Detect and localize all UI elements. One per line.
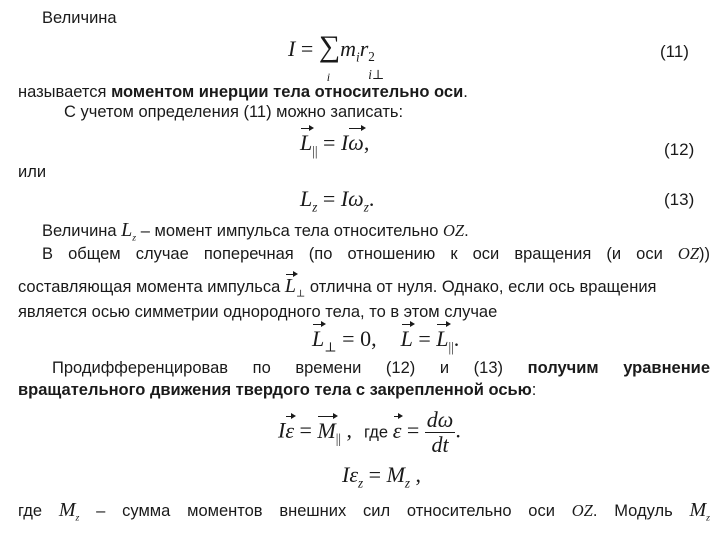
equation-13: $L_z = I\omega_z$. [300,186,375,215]
sum-symbol: ∑ i [318,30,341,84]
text-velichina: Величина [42,9,117,27]
equation-number-13: (13) [664,190,695,209]
equation-14: $L_\perp = 0$, $L = L_{||}$. [312,326,460,355]
text-line-6: В общем случае поперечная (по отношению к оси вращения (и оси OZ)) [42,244,710,263]
equation-16: $I\varepsilon_z = M_z$ , [342,462,422,491]
text-line-9: Продифференцировав по времени (12) и (13) получим уравнение [52,359,710,377]
equation-11: I = ∑ i $m_ir$ 2 i⊥ [288,30,385,84]
text-line-7: составляющая момента импульса $L_\perp$ отлична от нуля. Однако, если ось вращения [18,275,657,300]
text-line-2: называется моментом инерции тела относительно оси. [18,83,468,101]
text-line-10: вращательного движения твердого тела с закрепленной осью: [18,381,537,399]
equation-number-12: (12) [664,140,695,159]
fraction-d-omega-dt: $\frac{d\omega}{dt}$ [426,407,454,457]
text-line-8: является осью симметрии однородного тела, то в этом случае [18,303,498,321]
text-line-3: С учетом определения (11) можно записать: [64,103,404,121]
text-line-1 [42,8,117,28]
text-line-4: или [18,163,47,181]
equation-12: $L_{||} = I\omega$, [300,130,370,159]
equation-15: $I\varepsilon = M_{||}$ , где ε = $\frac{d\omega}{dt}$ . [278,407,461,457]
text-line-5: Величина $L_z$ – момент импульса тела относительно OZ. [42,219,469,244]
text-line-11: где $M_z$ – сумма моментов внешних сил относительно оси OZ. Модуль $M_z$ [18,499,710,524]
equation-number-11: (11) [660,42,689,61]
